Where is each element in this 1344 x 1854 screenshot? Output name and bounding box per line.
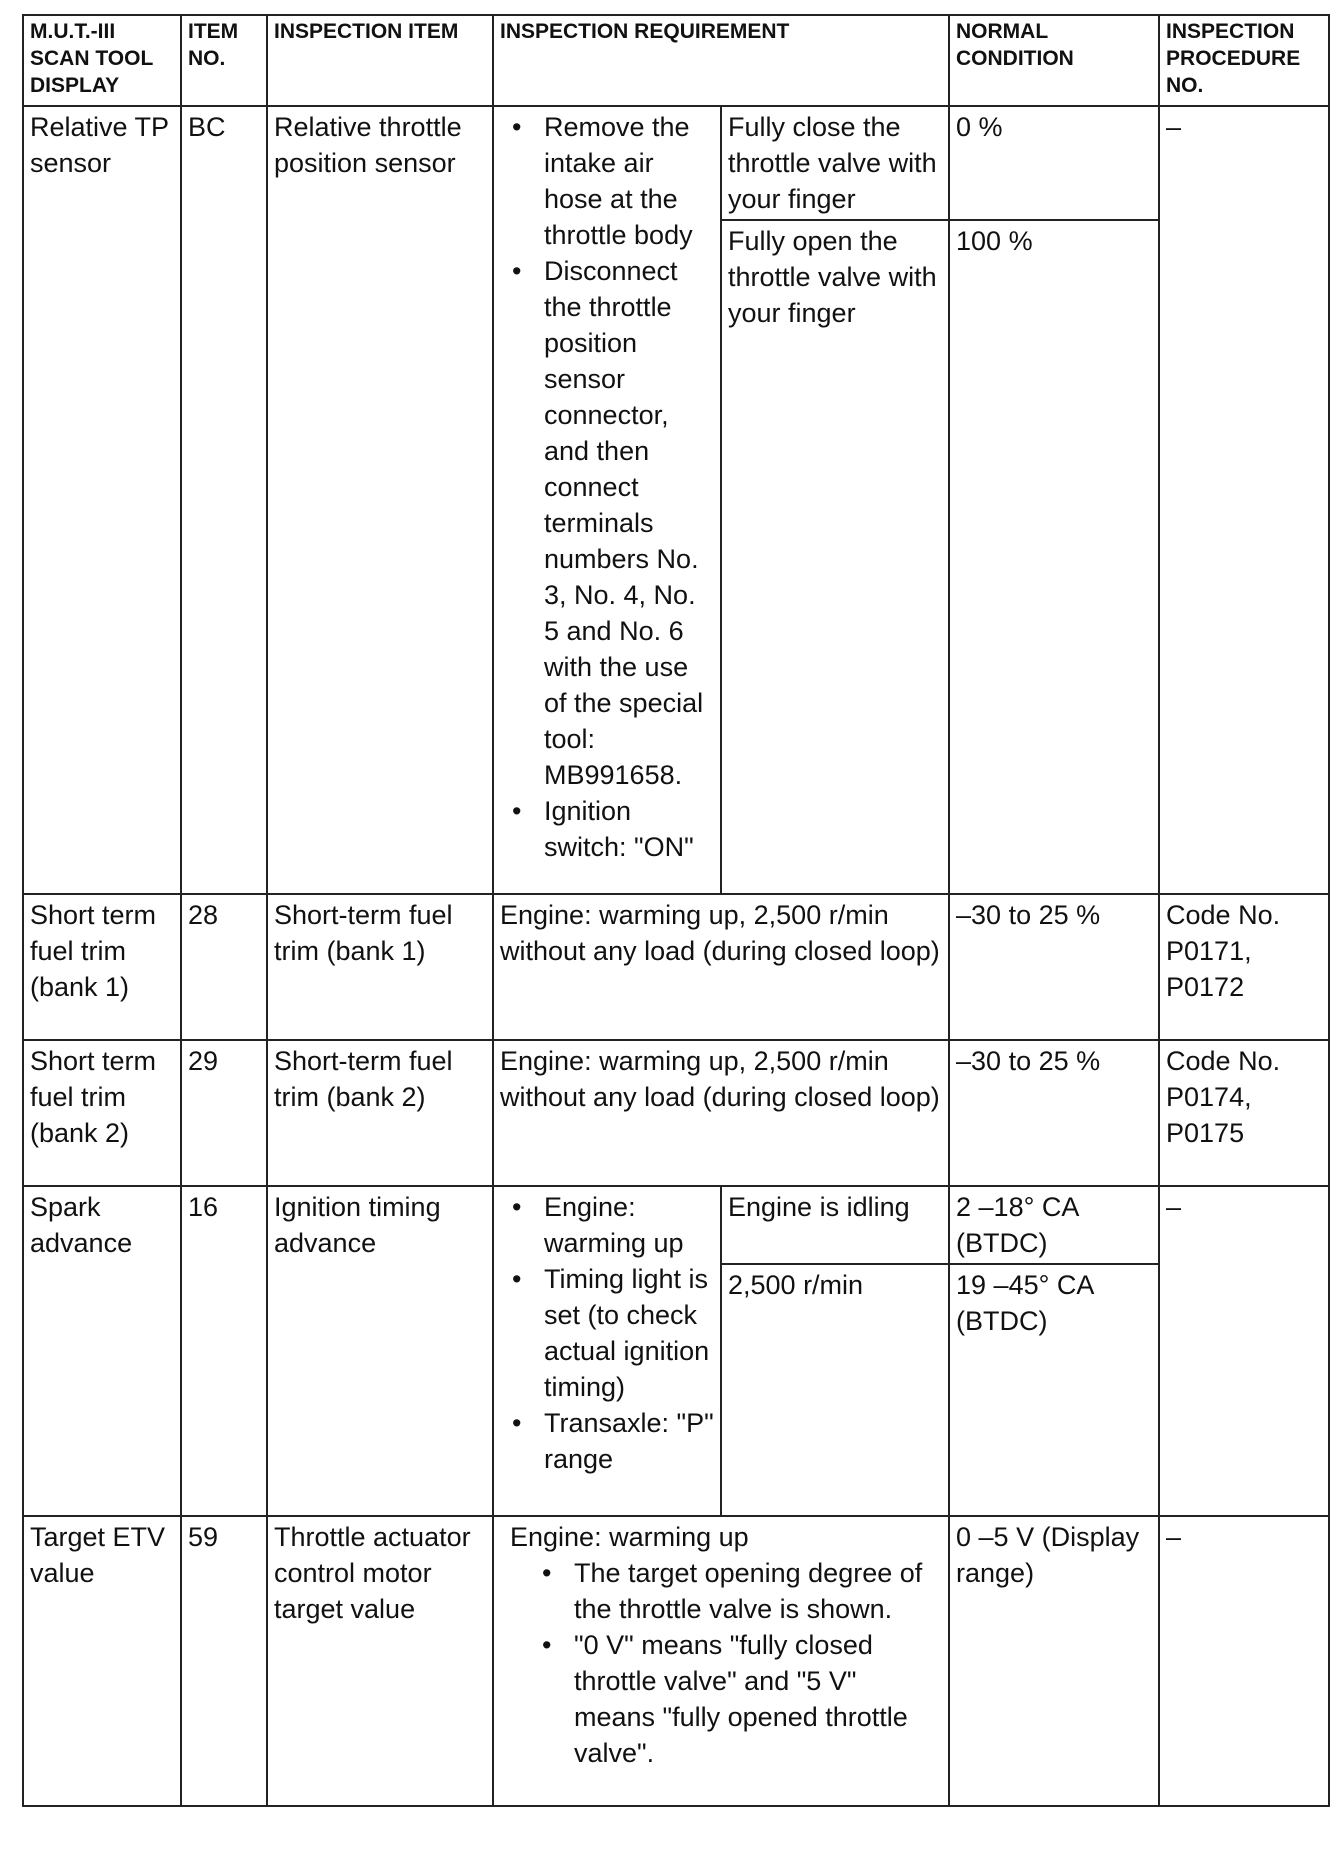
requirement-list: [500, 1555, 942, 1771]
requirement-bullet: • The target opening degree of the throttle valve is shown.: [574, 1555, 942, 1627]
cell-display: Target ETV value: [23, 1516, 181, 1806]
requirement-bullet: • Remove the intake air hose at the throttle body: [544, 109, 714, 253]
cell-requirement: Engine: warming up, 2,500 r/min without any load (during closed loop): [493, 1040, 949, 1186]
table-row: [23, 1186, 1329, 1264]
requirement-list: [500, 109, 714, 865]
table-header-row: [23, 15, 1329, 106]
cell-item-no: 59: [181, 1516, 267, 1806]
header-inspection-requirement: INSPECTION REQUIREMENT: [493, 15, 949, 106]
header-item-no: ITEM NO.: [181, 15, 267, 106]
cell-display: Relative TP sensor: [23, 106, 181, 894]
cell-item-no: 28: [181, 894, 267, 1040]
requirement-heading: Engine: warming up: [510, 1522, 749, 1552]
cell-display: Spark advance: [23, 1186, 181, 1516]
cell-procedure-no: –: [1159, 1516, 1329, 1806]
table-row: [23, 894, 1329, 1040]
table-row: [23, 106, 1329, 220]
cell-condition: Fully close the throttle valve with your finger: [721, 106, 949, 220]
cell-normal-condition: 100 %: [949, 220, 1159, 894]
requirement-bullet: • Disconnect the throttle position sensor connector, and then connect terminals numbers No. 3, No. 4, No. 5 and No. 6 with the use of the special tool: MB991658.: [544, 253, 714, 793]
cell-item-no: BC: [181, 106, 267, 894]
requirement-bullet: • Transaxle: "P" range: [544, 1405, 714, 1477]
cell-normal-condition: 0 –5 V (Display range): [949, 1516, 1159, 1806]
requirement-bullet: • "0 V" means "fully closed throttle valve" and "5 V" means "fully opened throttle valve".: [574, 1627, 942, 1771]
table-row: [23, 1516, 1329, 1806]
table-row: [23, 1040, 1329, 1186]
cell-item-no: 29: [181, 1040, 267, 1186]
header-procedure-no: INSPECTION PROCEDURE NO.: [1159, 15, 1329, 106]
cell-requirement: Engine: warming up, 2,500 r/min without any load (during closed loop): [493, 894, 949, 1040]
cell-inspection-item: Ignition timing advance: [267, 1186, 493, 1516]
cell-normal-condition: 2 –18° CA (BTDC): [949, 1186, 1159, 1264]
inspection-table: [22, 14, 1330, 1807]
cell-item-no: 16: [181, 1186, 267, 1516]
cell-procedure-no: Code No. P0171, P0172: [1159, 894, 1329, 1040]
cell-procedure-no: –: [1159, 106, 1329, 894]
cell-requirement: [493, 1186, 721, 1516]
requirement-list: [500, 1189, 714, 1477]
cell-requirement: [493, 106, 721, 894]
requirement-bullet: • Timing light is set (to check actual ignition timing): [544, 1261, 714, 1405]
cell-normal-condition: –30 to 25 %: [949, 894, 1159, 1040]
cell-condition: 2,500 r/min: [721, 1264, 949, 1516]
header-inspection-item: INSPECTION ITEM: [267, 15, 493, 106]
cell-requirement: [493, 1516, 949, 1806]
cell-normal-condition: 0 %: [949, 106, 1159, 220]
cell-inspection-item: Throttle actuator control motor target value: [267, 1516, 493, 1806]
cell-display: Short term fuel trim (bank 2): [23, 1040, 181, 1186]
cell-inspection-item: Relative throttle position sensor: [267, 106, 493, 894]
cell-condition: Engine is idling: [721, 1186, 949, 1264]
cell-procedure-no: Code No. P0174, P0175: [1159, 1040, 1329, 1186]
header-scan-tool-display: M.U.T.-III SCAN TOOL DISPLAY: [23, 15, 181, 106]
cell-normal-condition: –30 to 25 %: [949, 1040, 1159, 1186]
requirement-bullet: • Engine: warming up: [544, 1189, 714, 1261]
cell-inspection-item: Short-term fuel trim (bank 2): [267, 1040, 493, 1186]
cell-normal-condition: 19 –45° CA (BTDC): [949, 1264, 1159, 1516]
cell-display: Short term fuel trim (bank 1): [23, 894, 181, 1040]
cell-condition: Fully open the throttle valve with your finger: [721, 220, 949, 894]
header-normal-condition: NORMAL CONDITION: [949, 15, 1159, 106]
cell-inspection-item: Short-term fuel trim (bank 1): [267, 894, 493, 1040]
cell-procedure-no: –: [1159, 1186, 1329, 1516]
requirement-bullet: • Ignition switch: "ON": [544, 793, 714, 865]
